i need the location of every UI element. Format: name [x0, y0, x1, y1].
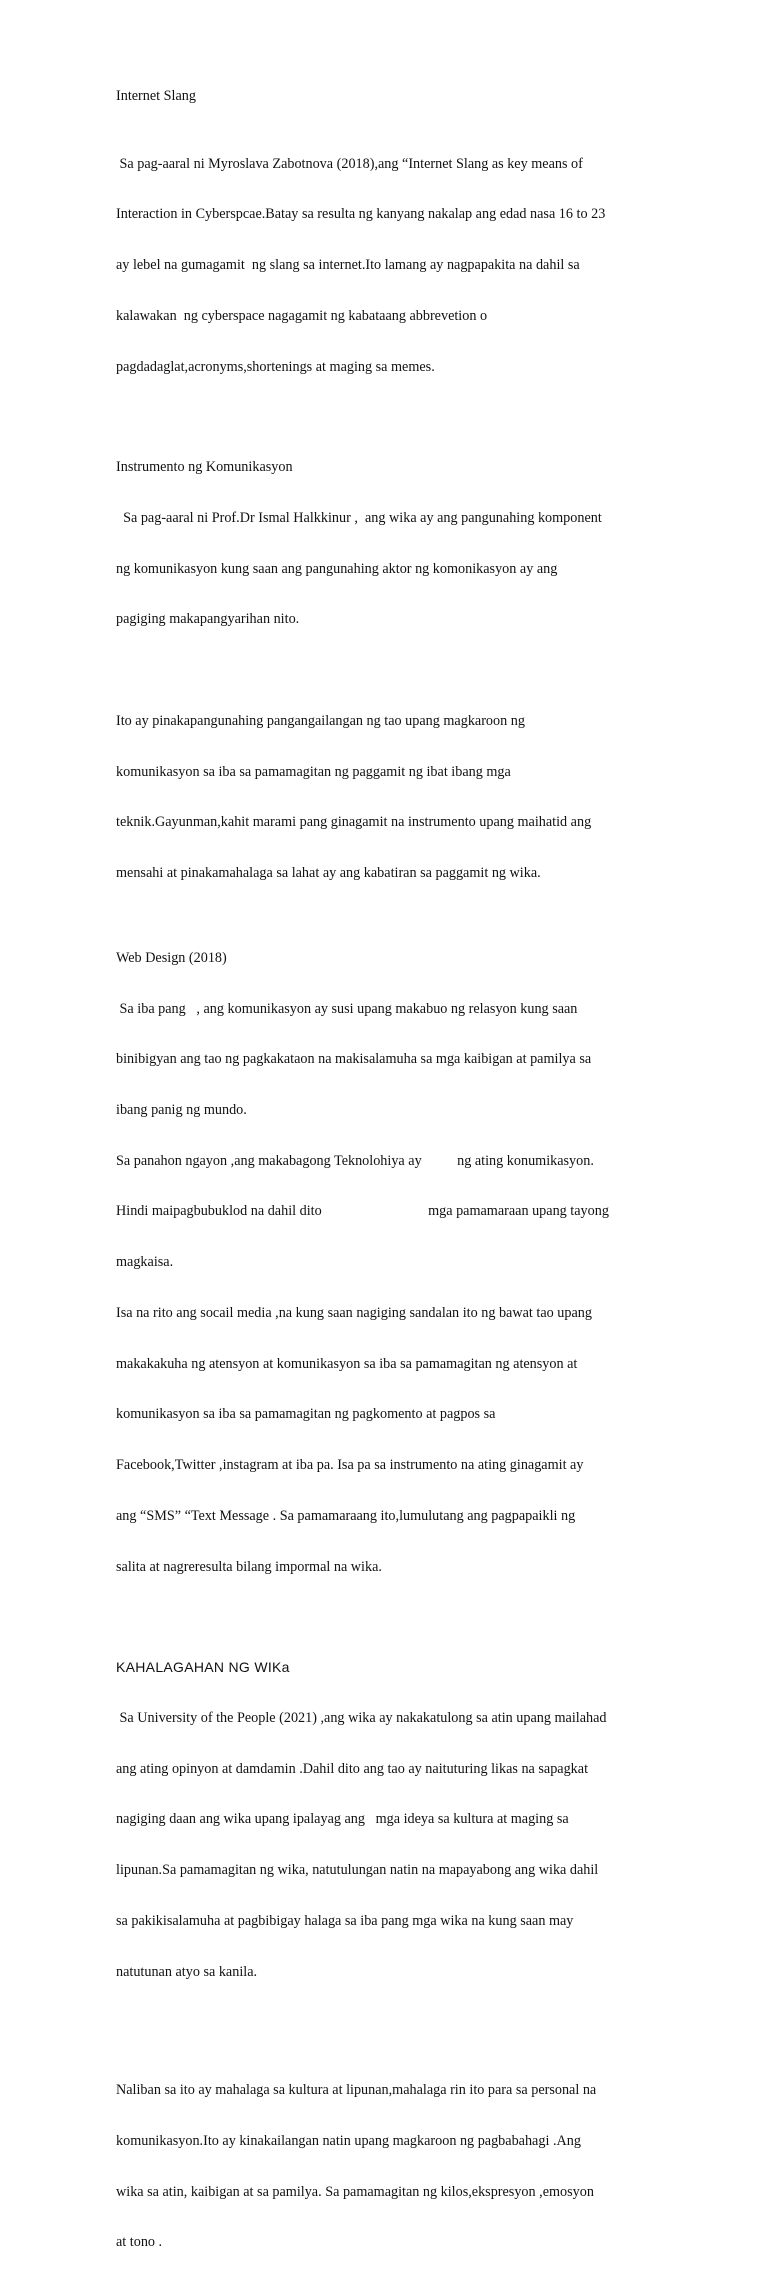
text-line: sa pakikisalamuha at pagbibigay halaga sa iba pang mga wika na kung saan may	[116, 1912, 574, 1929]
text-line: Hindi maipagbubuklod na dahil dito mga pamamaraan upang tayong	[116, 1203, 609, 1220]
section-heading-kahalagahan: KAHALAGAHAN NG WIKa	[116, 1659, 290, 1676]
text-line: Sa panahon ngayon ,ang makabagong Teknolohiya ay ng ating konumikasyon.	[116, 1152, 594, 1169]
text-line: Interaction in Cyberspcae.Batay sa resulta ng kanyang nakalap ang edad nasa 16 to 23	[116, 206, 606, 223]
text-line: wika sa atin, kaibigan at sa pamilya. Sa pamamagitan ng kilos,ekspresyon ,emosyon	[116, 2183, 594, 2200]
paragraph	[116, 122, 668, 409]
section-heading-instrumento: Instrumento ng Komunikasyon	[116, 459, 293, 476]
text-line: binibigyan ang tao ng pagkakataon na makisalamuha sa mga kaibigan at pamilya sa	[116, 1051, 592, 1068]
text-line: nagiging daan ang wika upang ipalayag ang mga ideya sa kultura at maging sa	[116, 1811, 569, 1828]
text-line: lipunan.Sa pamamagitan ng wika, natutulungan natin na mapayabong ang wika dahil	[116, 1862, 599, 1879]
paragraph	[116, 967, 668, 1609]
text-line: pagiging makapangyarihan nito.	[116, 611, 300, 628]
paragraph	[116, 1676, 668, 2014]
text-line: at tono .	[116, 2234, 163, 2251]
text-line: mensahi at pinakamahalaga sa lahat ay ang kabatiran sa paggamit ng wika.	[116, 865, 541, 882]
spacer	[116, 105, 668, 122]
text-line: Facebook,Twitter ,instagram at iba pa. Isa pa sa instrumento na ating ginagamit ay	[116, 1457, 584, 1474]
text-line: komunikasyon.Ito ay kinakailangan natin upang magkaroon ng pagbabahagi .Ang	[116, 2132, 581, 2149]
text-line: komunikasyon sa iba sa pamamagitan ng paggamit ng ibat ibang mga	[116, 763, 511, 780]
spacer	[116, 2014, 668, 2048]
text-line: Isa na rito ang socail media ,na kung saan nagiging sandalan ito ng bawat tao upang	[116, 1304, 592, 1321]
text-line: Naliban sa ito ay mahalaga sa kultura at lipunan,mahalaga rin ito para sa personal na	[116, 2082, 597, 2099]
text-line: kalawakan ng cyberspace nagagamit ng kabataang abbrevetion o	[116, 307, 488, 324]
text-line: ang ating opinyon at damdamin .Dahil dito ang tao ay naituturing likas na sapagkat	[116, 1760, 589, 1777]
section-heading-internet-slang: Internet Slang	[116, 88, 196, 104]
spacer	[116, 409, 668, 459]
paragraph	[116, 476, 668, 662]
text-line: Ito ay pinakapangunahing pangangailangan ng tao upang magkaroon ng	[116, 713, 525, 729]
text-line: natutunan atyo sa kanila.	[116, 1963, 258, 1980]
section-heading-web-design: Web Design (2018)	[116, 949, 227, 966]
text-line: makakakuha ng atensyon at komunikasyon sa iba sa pamamagitan ng atensyon at	[116, 1355, 578, 1372]
spacer	[116, 916, 668, 950]
text-line: Sa pag-aaral ni Prof.Dr Ismal Halkkinur , ang wika ay ang pangunahing komponent	[116, 510, 602, 527]
text-line: ang “SMS” “Text Message . Sa pamamaraang ito,lumulutang ang pagpapaikli ng	[116, 1507, 576, 1524]
text-line: Sa pag-aaral ni Myroslava Zabotnova (2018),ang “Internet Slang as key means of	[116, 155, 583, 172]
text-line: teknik.Gayunman,kahit marami pang ginagamit na instrumento upang maihatid ang	[116, 814, 592, 831]
spacer	[116, 662, 668, 679]
spacer	[116, 1609, 668, 1659]
text-line: Sa iba pang , ang komunikasyon ay susi upang makabuo ng relasyon kung saan	[116, 1000, 578, 1017]
text-line: ay lebel na gumagamit ng slang sa internet.Ito lamang ay nagpapakita na dahil sa	[116, 257, 580, 274]
text-line: komunikasyon sa iba sa pamamagitan ng pagkomento at pagpos sa	[116, 1406, 496, 1423]
paragraph	[116, 2048, 668, 2285]
text-line: Sa University of the People (2021) ,ang wika ay nakakatulong sa atin upang mailahad	[116, 1709, 607, 1726]
paragraph	[116, 679, 668, 916]
text-line: ibang panig ng mundo.	[116, 1102, 247, 1119]
text-line: salita at nagreresulta bilang impormal na wika.	[116, 1558, 382, 1575]
text-line: magkaisa.	[116, 1254, 174, 1271]
text-line: ng komunikasyon kung saan ang pangunahing aktor ng komonikasyon ay ang	[116, 560, 558, 577]
text-line: pagdadaglat,acronyms,shortenings at maging sa memes.	[116, 358, 435, 375]
